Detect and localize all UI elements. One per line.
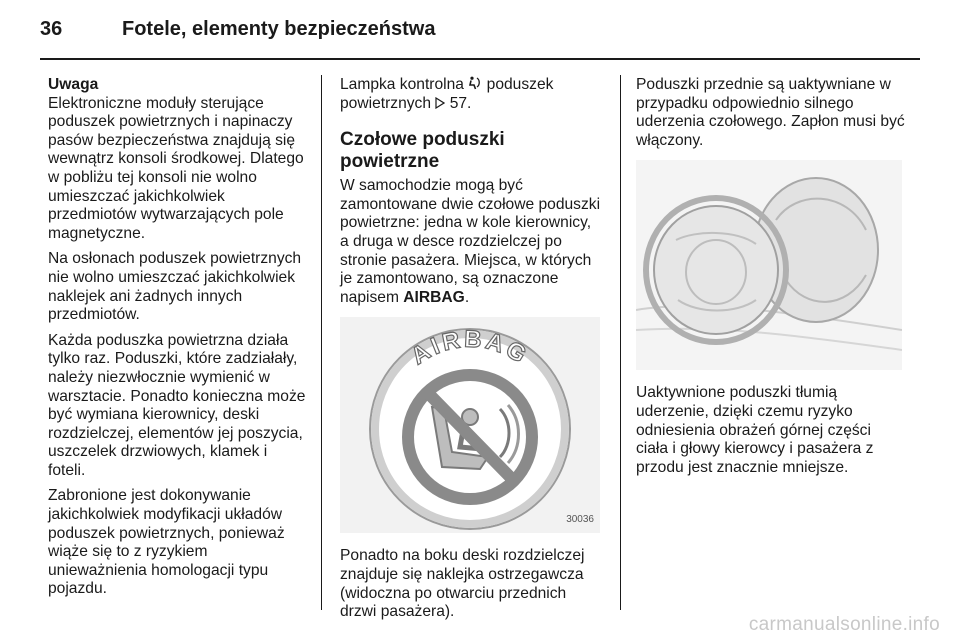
airbag-warning-figure: [340, 317, 600, 533]
page-reference-icon: [435, 97, 445, 109]
deployed-front-airbags-illustration: [636, 160, 902, 370]
page-header: [40, 18, 435, 48]
paragraph: [340, 177, 602, 307]
note-heading: Uwaga: [48, 76, 99, 93]
column-3: [636, 76, 906, 484]
column-1: [48, 76, 306, 606]
figure-number: 30036: [566, 513, 594, 525]
column-divider: [321, 75, 322, 610]
page-reference[interactable]: 57.: [449, 94, 472, 112]
paragraph-text: W samochodzie mogą być zamontowane dwie czołowe poduszki powietrzne: jedna w kole kierownicy, a druga w desce rozdzielczej po stronie pasażera. Miejsca, w których je zamontowano, są oznaczone napisem: [340, 177, 601, 306]
column-divider: [620, 75, 621, 610]
airbag-prohibition-sticker: [340, 317, 600, 533]
watermark: carmanualsonline.info: [748, 614, 940, 635]
column-2: [340, 76, 602, 629]
airbag-warning-icon: [468, 76, 482, 90]
paragraph: Uaktywnione poduszki tłumią uderzenie, dzięki czemu ryzyko odniesienia obrażeń górnej części ciała i głowy kierowcy i pasażera z przodu jest znacznie mniejsze.: [636, 384, 874, 476]
paragraph: Ponadto na boku deski rozdzielczej znajduje się naklejka ostrzegawcza (widoczna po otwarciu przednich drzwi pasażera).: [340, 547, 585, 621]
section-heading: Czołowe poduszki powietrzne: [340, 129, 505, 173]
paragraph: Każda poduszka powietrzna działa tylko raz. Poduszki, które zadziałały, należy niezwłocznie wymienić w warsztacie. Ponadto konieczna może być wymiana kierownicy, deski rozdzielczej, elementów jej poszycia, uszczelek drzwiowych, klamek i foteli.: [48, 331, 306, 479]
sticker-airbag-text: AIRBAG: [406, 325, 534, 371]
paragraph: Zabronione jest dokonywanie jakichkolwiek modyfikacji układów poduszek powietrznych, ponieważ wiąże się to z ryzykiem unieważnienia homologacji typu pojazdu.: [48, 487, 285, 598]
lamp-text: Lampka kontrolna: [340, 76, 464, 93]
airbag-label: AIRBAG: [403, 288, 465, 306]
chapter-title: Fotele, elementy bezpieczeństwa: [122, 18, 436, 40]
note-text: Elektroniczne moduły sterujące poduszek powietrznych i napinaczy pasów bezpieczeństwa znajdują się wewnątrz konsoli środkowej. Dlatego w pobliżu tej konsoli nie wolno umieszczać jakichkolwiek przedmiotów wytwarzających pole magnetyczne.: [48, 94, 304, 242]
paragraph-text: .: [464, 288, 470, 306]
deployed-airbags-figure: [636, 160, 902, 370]
lamp-reference: [340, 76, 602, 113]
lamp-text: poduszek powietrznych: [340, 76, 554, 112]
note-block: [48, 76, 306, 243]
paragraph: Na osłonach poduszek powietrznych nie wolno umieszczać jakichkolwiek naklejek ani żadnych innych przedmiotów.: [48, 250, 302, 324]
page-number: 36: [40, 18, 63, 40]
paragraph: Poduszki przednie są uaktywniane w przypadku odpowiednio silnego uderzenia czołowego. Zapłon musi być włączony.: [636, 76, 905, 149]
header-rule: [40, 58, 920, 60]
